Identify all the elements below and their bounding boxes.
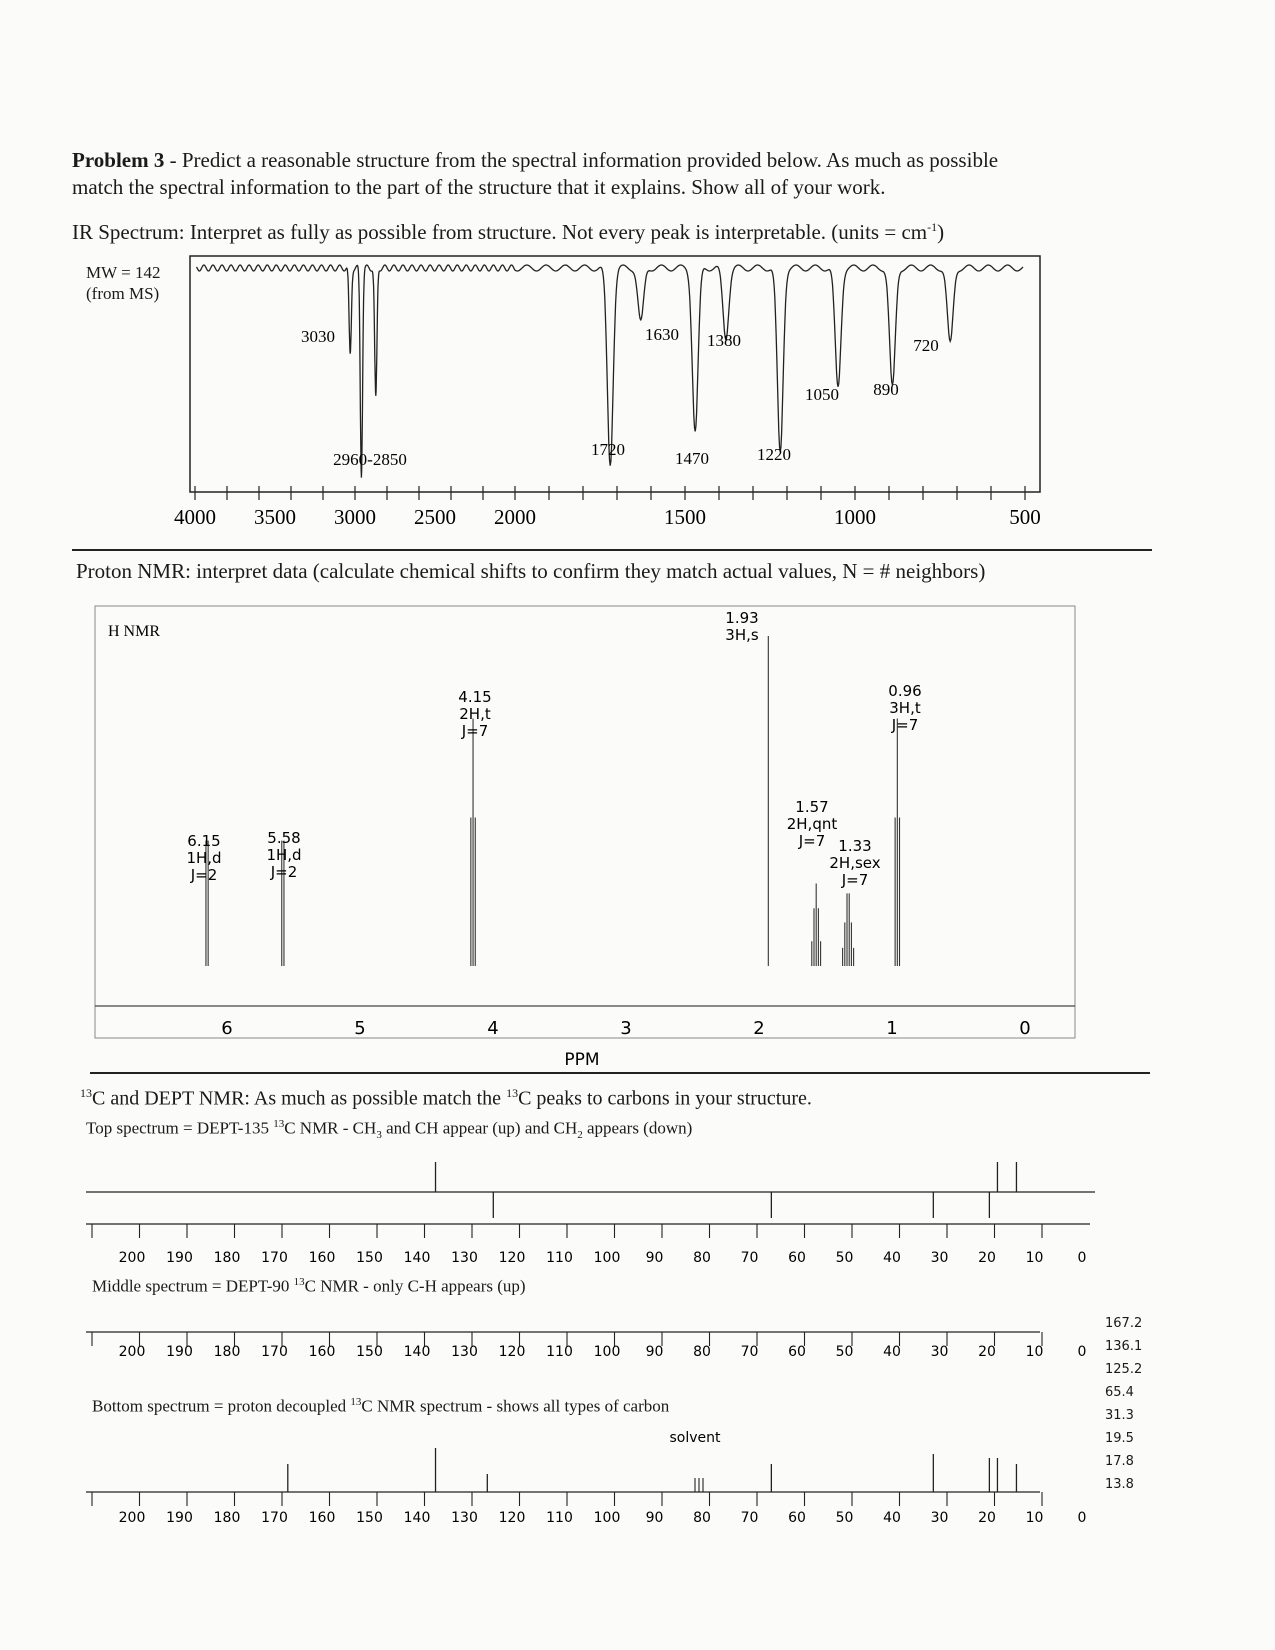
- c-axis-label: 100: [593, 1250, 621, 1266]
- ir-peak-label: 1470: [675, 449, 709, 468]
- dept135-pre: Top spectrum = DEPT-135: [86, 1118, 274, 1138]
- ir-peak-label: 1050: [805, 385, 839, 404]
- hnmr-axis-label: 0: [1019, 1018, 1031, 1039]
- hnmr-axis-label: 4: [487, 1018, 499, 1039]
- dept135-mid: C NMR - CH: [284, 1118, 377, 1138]
- c-axis-label: 10: [1025, 1344, 1044, 1360]
- dept135-mid2: and CH appear (up) and CH: [381, 1118, 578, 1138]
- c-axis-label: 150: [356, 1250, 383, 1266]
- hnmr-annotation-mult: 1H,d: [186, 849, 222, 867]
- c-axis-label: 80: [693, 1250, 711, 1266]
- c-axis-label: 70: [740, 1344, 759, 1360]
- problem-title: Problem 3: [72, 148, 165, 172]
- hnmr-annotation-mult: 2H,sex: [829, 854, 881, 872]
- c-axis-label: 30: [930, 1250, 949, 1266]
- ir-peak-label: 1220: [757, 445, 791, 464]
- cnmr-sup-2: 13: [506, 1086, 519, 1100]
- c-axis-label: 110: [546, 1344, 573, 1360]
- c-axis-label: 40: [883, 1250, 901, 1266]
- c-axis-label: 100: [593, 1510, 621, 1526]
- c-axis-label: 50: [835, 1250, 854, 1266]
- shift-value: 17.8: [1105, 1454, 1134, 1469]
- dept135-sub2: 2: [577, 1129, 583, 1142]
- hnmr-axis-label: 6: [221, 1018, 233, 1039]
- c-axis-label: 120: [498, 1510, 526, 1526]
- ir-peak-label: 720: [913, 336, 939, 355]
- hnmr-annotation-mult: 1H,d: [266, 846, 302, 864]
- hnmr-annotation-mult: 3H,s: [725, 626, 759, 644]
- shift-value: 167.2: [1105, 1316, 1143, 1331]
- c-axis-label: 180: [213, 1250, 241, 1266]
- dept135-end: appears (down): [582, 1118, 693, 1138]
- c-axis-label: 40: [883, 1510, 901, 1526]
- c-axis-label: 60: [788, 1510, 806, 1526]
- c-axis-label: 90: [645, 1344, 664, 1360]
- problem-text-1: - Predict a reasonable structure from the spectral information provided below. As much as possible: [164, 148, 999, 172]
- hnmr-divider: [90, 1072, 1150, 1074]
- c-axis-label: 120: [498, 1250, 526, 1266]
- dept135-sup: 13: [273, 1118, 285, 1130]
- ir-peak-label: 890: [873, 380, 899, 399]
- cnmr-heading-pre: C and DEPT NMR: As much as possible match the: [92, 1087, 507, 1110]
- c-axis-label: 150: [356, 1344, 383, 1360]
- c-axis-label: 170: [261, 1344, 288, 1360]
- c13-sup: 13: [350, 1396, 362, 1408]
- c-axis-label: 120: [498, 1344, 526, 1360]
- c-axis-label: 130: [451, 1510, 478, 1526]
- c-axis-label: 130: [451, 1250, 478, 1266]
- c-axis-label: 140: [403, 1510, 431, 1526]
- ir-peak-label: 2960-2850: [333, 450, 407, 469]
- hnmr-annotation-j: J=7: [841, 871, 869, 889]
- problem-text-2: match the spectral information to the part of the structure that it explains. Show all of your work.: [72, 175, 886, 200]
- c-axis-label: 20: [978, 1344, 996, 1360]
- shift-value: 125.2: [1105, 1362, 1143, 1377]
- dept135-chart: [0, 1140, 1275, 1270]
- c-axis-label: 0: [1077, 1250, 1087, 1266]
- ir-divider: [72, 549, 1152, 551]
- c-axis-label: 60: [788, 1250, 806, 1266]
- hnmr-heading: Proton NMR: interpret data (calculate chemical shifts to confirm they match actual values, N = # neighbors): [76, 559, 986, 583]
- c-axis-label: 0: [1077, 1344, 1087, 1360]
- dept90-sup: 13: [293, 1276, 305, 1288]
- c13-end: C NMR spectrum - shows all types of carbon: [361, 1396, 670, 1416]
- hnmr-annotation-shift: 6.15: [187, 832, 221, 850]
- c-axis-label: 190: [166, 1250, 193, 1266]
- cnmr-heading-post: C peaks to carbons in your structure.: [518, 1087, 812, 1110]
- c-axis-label: 130: [451, 1344, 478, 1360]
- shift-value: 19.5: [1105, 1431, 1134, 1446]
- c-axis-label: 20: [978, 1250, 996, 1266]
- c13-label: [92, 1396, 669, 1417]
- c-axis-label: 30: [930, 1510, 949, 1526]
- c-axis-label: 110: [546, 1250, 573, 1266]
- c-axis-label: 50: [835, 1344, 854, 1360]
- c-axis-label: 200: [118, 1250, 146, 1266]
- c-axis-label: 80: [693, 1510, 711, 1526]
- c-axis-label: 200: [118, 1510, 146, 1526]
- c-axis-label: 160: [308, 1510, 336, 1526]
- ir-heading-end: ): [937, 220, 945, 244]
- dept90-label: [92, 1276, 526, 1297]
- hnmr-chart-label: H NMR: [108, 623, 161, 640]
- ir-axis-label: 4000: [174, 505, 216, 529]
- c-axis-label: 180: [213, 1510, 241, 1526]
- hnmr-chart: [0, 600, 1275, 1080]
- c-axis-label: 160: [308, 1344, 336, 1360]
- dept135-label: [86, 1118, 692, 1141]
- ir-axis-label: 2000: [494, 505, 536, 529]
- shift-list: [1105, 1312, 1142, 1496]
- c13-pre: Bottom spectrum = proton decoupled: [92, 1396, 351, 1416]
- c-axis-label: 0: [1077, 1510, 1087, 1526]
- c-axis-label: 170: [261, 1510, 288, 1526]
- ir-axis-label: 3500: [254, 505, 296, 529]
- shift-value: 31.3: [1105, 1408, 1134, 1423]
- hnmr-annotation-shift: 1.33: [838, 837, 872, 855]
- c-axis-label: 70: [740, 1250, 759, 1266]
- problem-statement: [72, 147, 1252, 202]
- hnmr-annotation-shift: 0.96: [888, 682, 922, 700]
- c-axis-label: 60: [788, 1344, 806, 1360]
- c-axis-label: 110: [546, 1510, 573, 1526]
- c-axis-label: 10: [1025, 1510, 1044, 1526]
- hnmr-annotation-j: J=7: [891, 716, 919, 734]
- c-axis-label: 50: [835, 1510, 854, 1526]
- c-axis-label: 140: [403, 1250, 431, 1266]
- hnmr-annotation-shift: 4.15: [458, 688, 492, 706]
- c-axis-label: 190: [166, 1344, 193, 1360]
- hnmr-annotation-j: J=2: [270, 863, 298, 881]
- c-axis-label: 140: [403, 1344, 431, 1360]
- c-axis-label: 160: [308, 1250, 336, 1266]
- ir-heading: [72, 219, 1252, 246]
- c-axis-label: 90: [645, 1250, 664, 1266]
- c-axis-label: 100: [593, 1344, 621, 1360]
- ir-axis-label: 500: [1009, 505, 1041, 529]
- ir-axis-label: 3000: [334, 505, 376, 529]
- c-axis-label: 80: [693, 1344, 711, 1360]
- cnmr-heading: [80, 1086, 812, 1111]
- ir-peak-label: 1380: [707, 331, 741, 350]
- hnmr-annotation-shift: 1.57: [795, 798, 829, 816]
- mw-source: (from MS): [86, 284, 160, 304]
- ir-peak-label: 1720: [591, 440, 625, 459]
- ir-axis-label: 1000: [834, 505, 876, 529]
- hnmr-annotation-mult: 2H,qnt: [786, 815, 838, 833]
- hnmr-axis-label: 3: [620, 1018, 632, 1039]
- c-axis-label: 30: [930, 1344, 949, 1360]
- hnmr-axis-label: 5: [354, 1018, 366, 1039]
- hnmr-annotation-j: J=7: [798, 832, 826, 850]
- hnmr-xlabel: PPM: [564, 1050, 600, 1070]
- hnmr-axis-label: 1: [886, 1018, 898, 1039]
- c-axis-label: 70: [740, 1510, 759, 1526]
- hnmr-annotation-j: J=7: [461, 722, 489, 740]
- ir-peak-label: 1630: [645, 325, 679, 344]
- dept135-sub: 3: [376, 1129, 382, 1142]
- ir-chart: [0, 250, 1275, 550]
- ir-heading-text: IR Spectrum: Interpret as fully as possible from structure. Not every peak is interpretable. (units = cm: [72, 220, 928, 244]
- ir-peak-label: 3030: [301, 327, 335, 346]
- ir-units-sup: -1: [927, 220, 938, 234]
- c-axis-label: 40: [883, 1344, 901, 1360]
- dept90-pre: Middle spectrum = DEPT-90: [92, 1276, 294, 1296]
- hnmr-annotation-mult: 3H,t: [889, 699, 921, 717]
- c-axis-label: 190: [166, 1510, 193, 1526]
- hnmr-axis-label: 2: [753, 1018, 765, 1039]
- hnmr-annotation-shift: 1.93: [725, 609, 759, 627]
- c-axis-label: 200: [118, 1344, 146, 1360]
- hnmr-frame: [95, 606, 1075, 1038]
- c-axis-label: 10: [1025, 1250, 1044, 1266]
- c-axis-label: 180: [213, 1344, 241, 1360]
- solvent-label: solvent: [669, 1430, 721, 1446]
- cnmr-sup-1: 13: [80, 1086, 92, 1100]
- c-axis-label: 90: [645, 1510, 664, 1526]
- hnmr-annotation-j: J=2: [190, 866, 218, 884]
- shift-value: 136.1: [1105, 1339, 1143, 1354]
- hnmr-annotation-shift: 5.58: [267, 829, 301, 847]
- c-axis-label: 170: [261, 1250, 288, 1266]
- c-axis-label: 20: [978, 1510, 996, 1526]
- shift-value: 13.8: [1105, 1477, 1134, 1492]
- dept90-end: C NMR - only C-H appears (up): [304, 1276, 526, 1296]
- hnmr-annotation-mult: 2H,t: [459, 705, 491, 723]
- dept90-chart: [0, 1320, 1275, 1400]
- ir-axis-label: 2500: [414, 505, 456, 529]
- shift-value: 65.4: [1105, 1385, 1134, 1400]
- mw-value: MW = 142: [86, 263, 161, 282]
- ir-axis-label: 1500: [664, 505, 706, 529]
- c-axis-label: 150: [356, 1510, 383, 1526]
- c13-chart: [0, 1420, 1275, 1530]
